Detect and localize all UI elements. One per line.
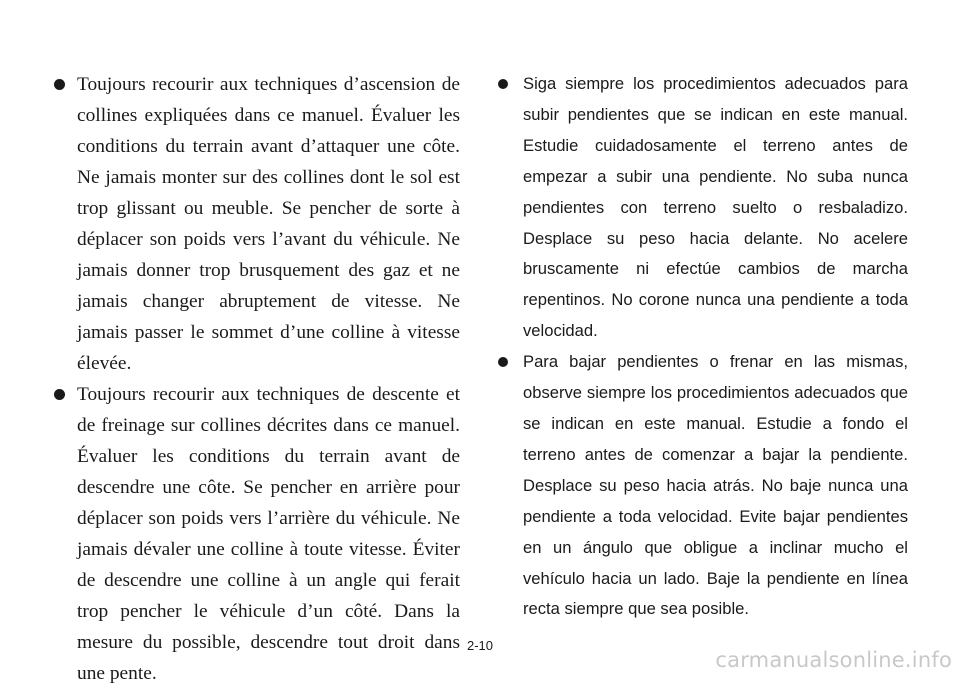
spanish-ascent-text: Siga siempre los procedimientos adecuados para subir pendientes que se indican en este manual. Estudie cuidadosamente el terreno antes de empezar a subir una pendiente. No suba nunca pendientes con terreno suelto o resbaladizo. Desplace su peso hacia delante. No acelere bruscamente ni efectúe cambios de marcha repentinos. No corone nunca una pendiente a toda velocidad.: [523, 74, 908, 341]
french-column: [50, 69, 460, 689]
bullet-icon: [498, 79, 508, 89]
french-ascent-text: Toujours recourir aux techniques d’ascension de collines expliquées dans ce manuel. Évaluer les conditions du terrain avant d’attaquer une côte. Ne jamais monter sur des collines dont le sol est trop glissant ou meuble. Se pencher de sorte à déplacer son poids vers l’avant du véhicule. Ne jamais donner trop brusquement des gaz et ne jamais changer abruptement de vitesse. Ne jamais passer le sommet d’une colline à vitesse élevée.: [77, 74, 460, 374]
page-number: 2-10: [466, 638, 494, 653]
spanish-column: [496, 69, 908, 625]
french-descent-text: Toujours recourir aux techniques de descente et de freinage sur collines décrites dans ce manuel. Évaluer les conditions du terrain avant de descendre une côte. Se pencher en arrière pour déplacer son poids vers l’arrière du véhicule. Ne jamais dévaler une colline à toute vitesse. Éviter de descendre une colline à un angle qui ferait trop pencher le véhicule d’un côté. Dans la mesure du possible, descendre tout droit dans une pente.: [77, 384, 460, 684]
bullet-icon: [498, 357, 508, 367]
spanish-bullet-item-ascent: [496, 69, 908, 347]
spanish-bullet-item-descent: [496, 347, 908, 625]
bullet-icon: [54, 389, 65, 400]
site-watermark: carmanualsonline.info: [715, 648, 952, 672]
bullet-icon: [54, 79, 65, 90]
french-bullet-item-ascent: [50, 69, 460, 379]
spanish-descent-text: Para bajar pendientes o frenar en las mismas, observe siempre los procedimientos adecuados que se indican en este manual. Estudie a fondo el terreno antes de comenzar a bajar la pendiente. Desplace su peso hacia atrás. No baje nunca una pendiente a toda velocidad. Evite bajar pendientes en un ángulo que obligue a inclinar mucho el vehículo hacia un lado. Baje la pendiente en línea recta siempre que sea posible.: [523, 352, 908, 619]
